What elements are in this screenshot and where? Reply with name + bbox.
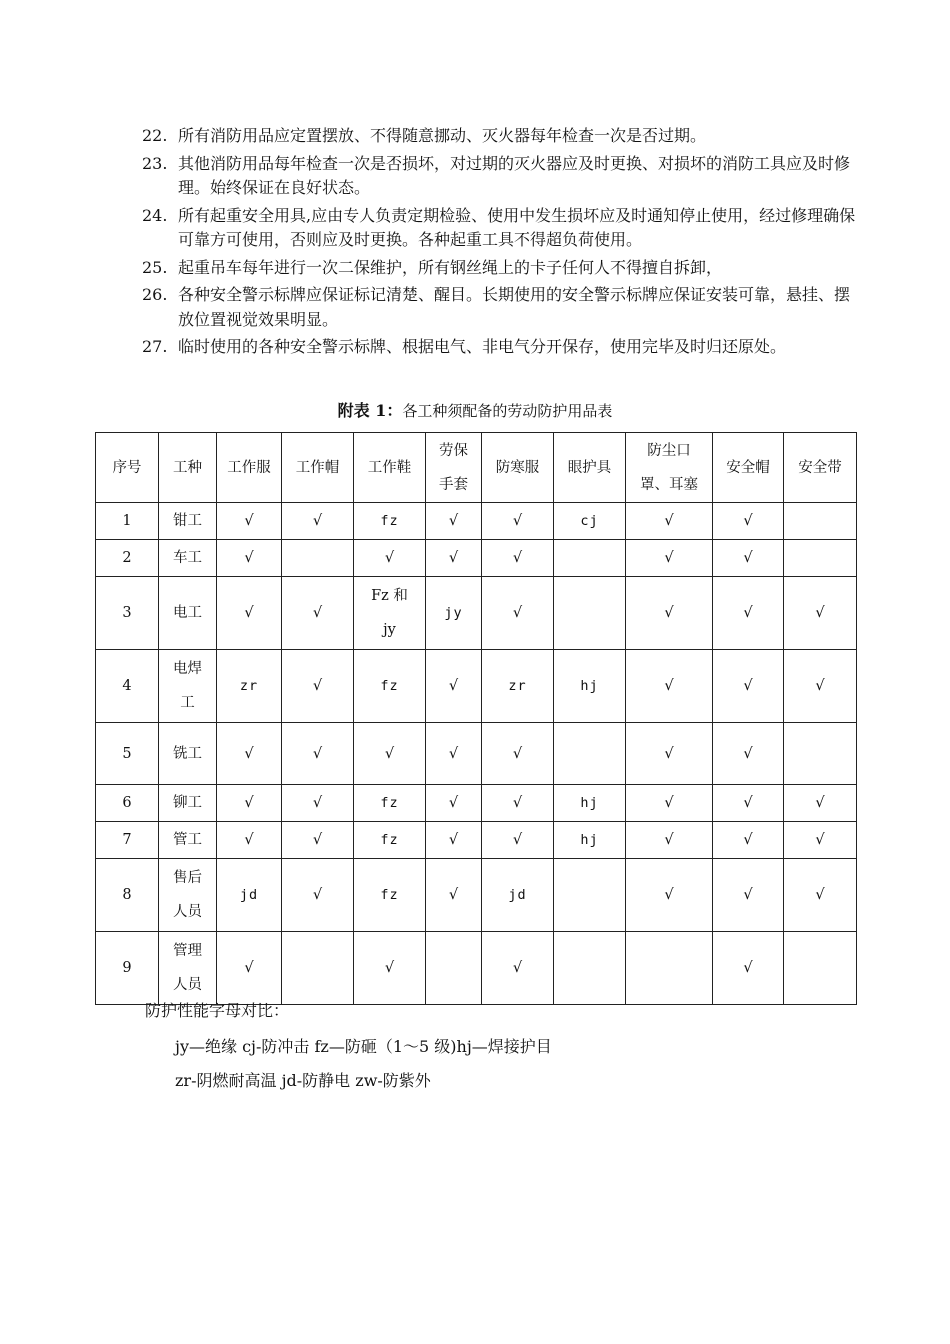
table-row xyxy=(96,822,857,859)
table-cell: zr xyxy=(217,650,282,723)
item-number: 25. xyxy=(142,257,168,277)
table-cell xyxy=(554,932,626,1005)
column-header: 工作鞋 xyxy=(354,433,426,503)
safety-rules-list xyxy=(138,124,858,363)
table-cell: √ xyxy=(354,723,426,785)
table-cell: hj xyxy=(554,785,626,822)
table-cell: √ xyxy=(426,822,482,859)
table-cell: √ xyxy=(282,503,354,540)
table-cell xyxy=(554,859,626,932)
table-cell: 4 xyxy=(96,650,159,723)
table-cell xyxy=(784,540,857,577)
table-cell: hj xyxy=(554,650,626,723)
table-cell: 8 xyxy=(96,859,159,932)
item-number: 27. xyxy=(142,337,168,356)
table-cell: jd xyxy=(217,859,282,932)
table-cell: fz xyxy=(354,822,426,859)
table-cell: √ xyxy=(217,540,282,577)
table-body xyxy=(96,503,857,1005)
table-cell: 7 xyxy=(96,822,159,859)
table-cell: √ xyxy=(713,859,784,932)
list-item xyxy=(138,204,858,253)
table-cell: 管理 人员 xyxy=(159,932,217,1005)
column-header: 安全帽 xyxy=(713,433,784,503)
table-cell xyxy=(784,932,857,1005)
table-cell: Fz 和 jy xyxy=(354,577,426,650)
column-header: 眼护具 xyxy=(554,433,626,503)
table-cell xyxy=(784,723,857,785)
table-cell: 铆工 xyxy=(159,785,217,822)
table-cell: √ xyxy=(713,932,784,1005)
table-cell: √ xyxy=(784,650,857,723)
table-cell: √ xyxy=(217,932,282,1005)
table-row xyxy=(96,650,857,723)
list-item xyxy=(138,335,858,360)
table-cell: √ xyxy=(217,822,282,859)
table-cell: hj xyxy=(554,822,626,859)
column-header: 工作帽 xyxy=(282,433,354,503)
table-cell: √ xyxy=(784,785,857,822)
table-cell: √ xyxy=(282,785,354,822)
item-number: 22. xyxy=(142,126,168,145)
legend-title: 防护性能字母对比： xyxy=(145,1001,290,1020)
table-cell: √ xyxy=(626,859,713,932)
table-header-row xyxy=(96,433,857,503)
table-cell: fz xyxy=(354,503,426,540)
table-cell: √ xyxy=(784,822,857,859)
table-cell: √ xyxy=(426,503,482,540)
table-row xyxy=(96,932,857,1005)
list-item xyxy=(138,152,858,201)
table-cell: √ xyxy=(217,503,282,540)
column-header: 防尘口 罩、耳塞 xyxy=(626,433,713,503)
table-cell: 售后 人员 xyxy=(159,859,217,932)
column-header: 序号 xyxy=(96,433,159,503)
table-cell: fz xyxy=(354,859,426,932)
item-number: 24. xyxy=(142,205,168,225)
table-cell: √ xyxy=(426,540,482,577)
table-cell: √ xyxy=(217,577,282,650)
table-cell: √ xyxy=(626,650,713,723)
item-text: 各种安全警示标牌应保证标记清楚、醒目。长期使用的安全警示标牌应保证安装可靠，悬挂、摆放位置视觉效果明显。 xyxy=(178,285,851,329)
table-cell: √ xyxy=(713,822,784,859)
table-cell: √ xyxy=(426,785,482,822)
table-cell: √ xyxy=(713,540,784,577)
table-cell: √ xyxy=(784,859,857,932)
table-cell: 1 xyxy=(96,503,159,540)
item-number: 23. xyxy=(142,153,168,173)
table-cell: 9 xyxy=(96,932,159,1005)
table-cell: √ xyxy=(217,723,282,785)
table-cell: √ xyxy=(626,822,713,859)
table-cell: √ xyxy=(713,785,784,822)
table-row xyxy=(96,723,857,785)
table-row xyxy=(96,540,857,577)
table-cell: √ xyxy=(626,785,713,822)
table-row xyxy=(96,859,857,932)
table-cell: √ xyxy=(784,577,857,650)
caption-title: 各工种须配备的劳动防护用品表 xyxy=(402,402,613,420)
table-cell: 钳工 xyxy=(159,503,217,540)
table-cell: zr xyxy=(482,650,554,723)
table-cell: fz xyxy=(354,650,426,723)
table-cell: √ xyxy=(282,859,354,932)
table-cell: jd xyxy=(482,859,554,932)
table-row xyxy=(96,577,857,650)
table-cell: jy xyxy=(426,577,482,650)
column-header: 劳保 手套 xyxy=(426,433,482,503)
legend-line-1: jy—绝缘 cj-防冲击 fz—防砸（1～5 级)hj—焊接护目 xyxy=(175,1037,552,1056)
table-cell: 3 xyxy=(96,577,159,650)
table-cell xyxy=(426,932,482,1005)
list-item xyxy=(138,256,858,281)
list-item xyxy=(138,124,858,149)
table-cell: √ xyxy=(713,723,784,785)
table-cell: 铣工 xyxy=(159,723,217,785)
table-row xyxy=(96,503,857,540)
table-cell: 电焊 工 xyxy=(159,650,217,723)
table-row xyxy=(96,785,857,822)
table-cell: √ xyxy=(482,785,554,822)
item-text: 临时使用的各种安全警示标牌、根据电气、非电气分开保存，使用完毕及时归还原处。 xyxy=(178,337,787,356)
table-cell: √ xyxy=(282,650,354,723)
column-header: 安全带 xyxy=(784,433,857,503)
table-cell: √ xyxy=(282,577,354,650)
table-cell xyxy=(784,503,857,540)
table-cell: 2 xyxy=(96,540,159,577)
table-cell xyxy=(554,577,626,650)
table-cell: √ xyxy=(713,650,784,723)
table-cell: √ xyxy=(354,932,426,1005)
table-cell: √ xyxy=(282,822,354,859)
item-text: 所有消防用品应定置摆放、不得随意挪动、灭火器每年检查一次是否过期。 xyxy=(178,126,707,145)
table-cell: 车工 xyxy=(159,540,217,577)
item-text: 所有起重安全用具,应由专人负责定期检验、使用中发生损坏应及时通知停止使用，经过修理确保可靠方可使用，否则应及时更换。各种起重工具不得超负荷使用。 xyxy=(178,205,856,249)
table-cell: √ xyxy=(482,932,554,1005)
table-cell: √ xyxy=(482,822,554,859)
table-cell: fz xyxy=(354,785,426,822)
item-number: 26. xyxy=(142,285,168,304)
column-header: 工种 xyxy=(159,433,217,503)
table-cell xyxy=(554,540,626,577)
table-cell: √ xyxy=(354,540,426,577)
table-cell: √ xyxy=(426,859,482,932)
table-cell: cj xyxy=(554,503,626,540)
table-cell: √ xyxy=(217,785,282,822)
table-cell: √ xyxy=(482,540,554,577)
table-cell: √ xyxy=(482,577,554,650)
table-cell: √ xyxy=(626,577,713,650)
item-text: 其他消防用品每年检查一次是否损坏，对过期的灭火器应及时更换、对损坏的消防工具应及时修理。始终保证在良好状态。 xyxy=(178,153,851,197)
table-cell xyxy=(626,932,713,1005)
table-cell: √ xyxy=(482,503,554,540)
column-header: 工作服 xyxy=(217,433,282,503)
table-cell: √ xyxy=(713,503,784,540)
table-cell xyxy=(554,723,626,785)
table-cell: √ xyxy=(626,723,713,785)
table-cell: √ xyxy=(626,540,713,577)
column-header: 防寒服 xyxy=(482,433,554,503)
table-cell: √ xyxy=(282,723,354,785)
item-text: 起重吊车每年进行一次二保维护，所有钢丝绳上的卡子任何人不得擅自拆卸， xyxy=(178,257,723,277)
table-cell: √ xyxy=(713,577,784,650)
table-cell: 6 xyxy=(96,785,159,822)
table-cell: √ xyxy=(626,503,713,540)
table-cell xyxy=(282,540,354,577)
legend-line-2: zr-阴燃耐高温 jd-防静电 zw-防紫外 xyxy=(175,1071,431,1090)
ppe-table xyxy=(95,432,857,1005)
caption-prefix: 附表 1： xyxy=(337,401,403,420)
table-cell: √ xyxy=(482,723,554,785)
table-cell: √ xyxy=(426,650,482,723)
table-cell: 电工 xyxy=(159,577,217,650)
table-cell: 5 xyxy=(96,723,159,785)
table-cell: 管工 xyxy=(159,822,217,859)
list-item xyxy=(138,283,858,332)
table-cell xyxy=(282,932,354,1005)
table-cell: √ xyxy=(426,723,482,785)
table-caption xyxy=(0,400,950,422)
